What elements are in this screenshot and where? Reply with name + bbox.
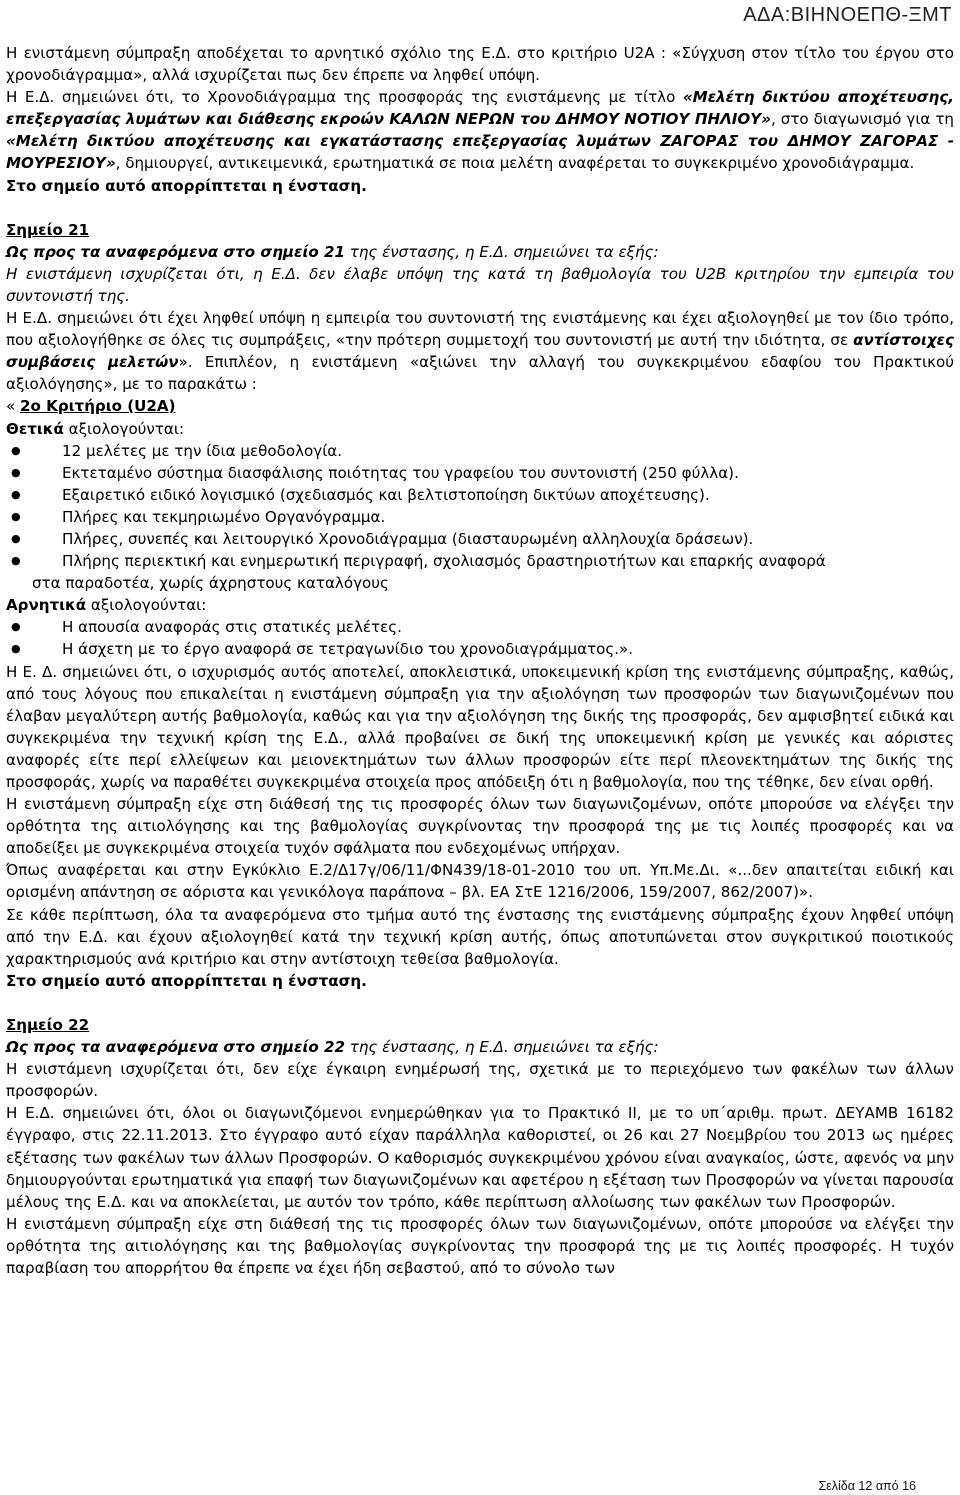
list-item: ● Η άσχετη με το έργο αναφορά σε τετραγωνίδιο του χρονοδιαγράμματος.».	[6, 638, 954, 660]
project-title-1: «Μελέτη δικτύου αποχέτευσης, επεξεργασίας λυμάτων και διάθεσης εκροών ΚΑΛΩΝ ΝΕΡΩΝ του ΔΗΜΟΥ ΝΟΤΙΟΥ ΠΗΛΙΟΥ»	[6, 88, 954, 129]
list-item: ● Πλήρες, συνεπές και λειτουργικό Χρονοδιάγραμμα (διασταυρωμένη αλληλουχία δράσεων).	[6, 528, 954, 550]
page-number: Σελίδα 12 από 16	[818, 1479, 916, 1493]
list-item: ● Εκτεταμένο σύστημα διασφάλισης ποιότητας του γραφείου του συντονιστή (250 φύλλα).	[6, 462, 954, 484]
section-title-22: Σημείο 22	[6, 1015, 90, 1034]
claim-22: Η ενιστάμενη ισχυρίζεται ότι, δεν είχε έγκαιρη ενημέρωσή της, σχετικά με το περιεχόμενο των φακέλων των άλλων προσφορών.	[6, 1060, 954, 1101]
criterion-heading: « 2ο Κριτήριο (U2A)	[6, 397, 176, 416]
positives-continuation: στα παραδοτέα, χωρίς άχρηστους καταλόγους	[32, 574, 389, 593]
project-title-2: «Μελέτη δικτύου αποχέτευσης και εγκατάστασης επεξεργασίας λυμάτων ΖΑΓΟΡΑΣ του ΔΗΜΟΥ ΖΑΓΟΡΑΣ - ΜΟΥΡΕΣΙΟΥ»	[6, 132, 954, 173]
section-subtitle-21: Ως προς τα αναφερόμενα στο σημείο 21 της ένστασης, η Ε.Δ. σημειώνει τα εξής:	[6, 242, 659, 261]
negatives-heading: Αρνητικά αξιολογούνται:	[6, 596, 207, 615]
list-item: ● Πλήρης περιεκτική και ενημερωτική περιγραφή, σχολιασμός δραστηριοτήτων και επαρκής αναφορά	[6, 550, 954, 572]
response-22: Η Ε.Δ. σημειώνει ότι, όλοι οι διαγωνιζόμενοι ενημερώθηκαν για το Πρακτικό ΙΙ, με το υπ΄αριθμ. πρωτ. ΔΕΥΑΜΒ 16182 έγγραφο, στις 22.11.2013. Στο έγγραφο αυτό είχαν παράλληλα καθοριστεί, οι 26 και 27 Νοεμβρίου του 2013 ως ημέρες εξέτασης των φακέλων των άλλων Προσφορών. Ο καθορισμός συγκεκριμένου χρόνου είναι αναγκαίος, ώστε, αφενός να μην δημιουργούνται ερωτηματικά για επαφή των διαγωνιζομένων και αφετέρου η εξέταση των Προσφορών να γίνεται παρουσία μέλους της Ε.Δ. και να αποκλείεται, με αυτόν τον τρόπο, κάθε περίπτωση αλλοίωσης των φακέλων των Προσφορών.	[6, 1104, 954, 1211]
response-21: Η Ε.Δ. σημειώνει ότι έχει ληφθεί υπόψη η εμπειρία του συντονιστή της ενιστάμενης και έχει αξιολογηθεί με τον ίδιο τρόπο, που αξιολογήθηκε σε όλες τις συμπράξεις, «την πρότερη συμμετοχή του συντονιστή με αυτή την ιδιότητα, σε αντίστοιχες συμβάσεις μελετών». Επιπλέον, η ενιστάμενη «αξιώνει την αλλαγή του συγκεκριμένου εδαφίου του Πρακτικού αξιολόγησης», με το παρακάτω :	[6, 309, 954, 394]
section-title-21: Σημείο 21	[6, 220, 90, 239]
document-body	[6, 42, 954, 1279]
section-subtitle-22: Ως προς τα αναφερόμενα στο σημείο 22 της ένστασης, η Ε.Δ. σημειώνει τα εξής:	[6, 1038, 659, 1057]
negatives-list	[6, 616, 954, 660]
response-21-c: Η ενιστάμενη σύμπραξη είχε στη διάθεσή της τις προσφορές όλων των διαγωνιζομένων, οπότε μπορούσε να ελέγξει την ορθότητα της αιτιολόγησης και της βαθμολογίας συγκρίνοντας την προσφορά της με τις λοιπές προσφορές και να αποδείξει με συγκεκριμένα στοιχεία τυχόν σφάλματα που ενδεχομένως υπήρχαν.	[6, 795, 954, 858]
response-21-b: Η Ε. Δ. σημειώνει ότι, ο ισχυρισμός αυτός αποτελεί, αποκλειστικά, υποκειμενική κρίση της ενιστάμενης σύμπραξης, καθώς, από τους λόγους που επικαλείται η ενιστάμενη σύμπραξη για την αξιολόγηση των προσφορών των διαγωνιζομένων που έλαβαν μεγαλύτερη αυτής βαθμολογία, καθώς και για την αξιολόγηση της δικής της προσφοράς, δεν αμφισβητεί ειδικά και συγκεκριμένα την τεχνική κρίση της Ε.Δ., αλλά προβαίνει σε δική της υποκειμενική κρίση με γενικές και αόριστες αναφορές είτε περί ελλείψεων και μειονεκτημάτων των άλλων προσφορών είτε περί πλεονεκτημάτων της δικής της προσφοράς, χωρίς να παραθέτει συγκεκριμένα στοιχεία προς απόδειξη ότι η βαθμολογία, που της τέθηκε, δεν είναι ορθή.	[6, 662, 954, 791]
positives-heading: Θετικά αξιολογούνται:	[6, 419, 185, 438]
response-22-b: Η ενιστάμενη σύμπραξη είχε στη διάθεσή της τις προσφορές όλων των διαγωνιζομένων, οπότε μπορούσε να ελέγξει την ορθότητα της αιτιολόγησης και της βαθμολογίας συγκρίνοντας την προσφορά της με τις λοιπές προσφορές. Η τυχόν παραβίαση του απορρήτου θα έπρεπε να έχει ήδη σεβαστού, από το σύνολο των	[6, 1214, 954, 1277]
response-21-d: Όπως αναφέρεται και στην Εγκύκλιο Ε.2/Δ17γ/06/11/ΦΝ439/18-01-2010 του υπ. Υπ.Με.Δι. «...δεν απαιτείται ειδική και ορισμένη απάντηση σε αόριστα και γενικόλογα παράπονα – βλ. ΕΑ ΣτΕ 1216/2006, 159/2007, 862/2007)».	[6, 861, 954, 902]
response-21-e: Σε κάθε περίπτωση, όλα τα αναφερόμενα στο τμήμα αυτό της ένστασης της ενιστάμενης σύμπραξης έχουν ληφθεί υπόψη από την Ε.Δ. και έχουν αξιολογηθεί κατά την τεχνική κρίση αυτής, όπως αποτυπώνεται στον συγκριτικού ποιοτικούς χαρακτηρισμούς ανά κριτήριο και στην αντίστοιχη τεθείσα βαθμολογία.	[6, 905, 954, 968]
list-item: ● Εξαιρετικό ειδικό λογισμικό (σχεδιασμός και βελτιστοποίηση δικτύων αποχέτευσης).	[6, 484, 954, 506]
list-item: ● Πλήρες και τεκμηριωμένο Οργανόγραμμα.	[6, 506, 954, 528]
list-item: ● Η απουσία αναφοράς στις στατικές μελέτες.	[6, 616, 954, 638]
rejection-statement: Στο σημείο αυτό απορρίπτεται η ένσταση.	[6, 176, 367, 195]
list-item: ● 12 μελέτες με την ίδια μεθοδολογία.	[6, 440, 954, 462]
positives-list	[6, 440, 954, 573]
ada-header: ΑΔΑ:ΒΙΗΝΟΕΠΘ-ΞΜΤ	[743, 4, 952, 26]
rejection-statement: Στο σημείο αυτό απορρίπτεται η ένσταση.	[6, 971, 367, 990]
claim-21: Η ενιστάμενη ισχυρίζεται ότι, η Ε.Δ. δεν έλαβε υπόψη της κατά τη βαθμολογία του U2B κριτηρίου την εμπειρία του συντονιστή της.	[6, 264, 954, 305]
paragraph-timeline-note: Η Ε.Δ. σημειώνει ότι, το Χρονοδιάγραμμα της προσφοράς της ενιστάμενης με τίτλο «Μελέτη δικτύου αποχέτευσης, επεξεργασίας λυμάτων και διάθεσης εκροών ΚΑΛΩΝ ΝΕΡΩΝ του ΔΗΜΟΥ ΝΟΤΙΟΥ ΠΗΛΙΟΥ», στο διαγωνισμό για τη «Μελέτη δικτύου αποχέτευσης και εγκατάστασης επεξεργασίας λυμάτων ΖΑΓΟΡΑΣ του ΔΗΜΟΥ ΖΑΓΟΡΑΣ - ΜΟΥΡΕΣΙΟΥ», δημιουργεί, αντικειμενικά, ερωτηματικά σε ποια μελέτη αναφέρεται το συγκεκριμένο χρονοδιάγραμμα.	[6, 88, 954, 173]
paragraph-acceptance: Η ενιστάμενη σύμπραξη αποδέχεται το αρνητικό σχόλιο της Ε.Δ. στο κριτήριο U2A : «Σύγχυση στον τίτλο του έργου στο χρονοδιάγραμμα», αλλά ισχυρίζεται πως δεν έπρεπε να ληφθεί υπόψη.	[6, 44, 954, 85]
